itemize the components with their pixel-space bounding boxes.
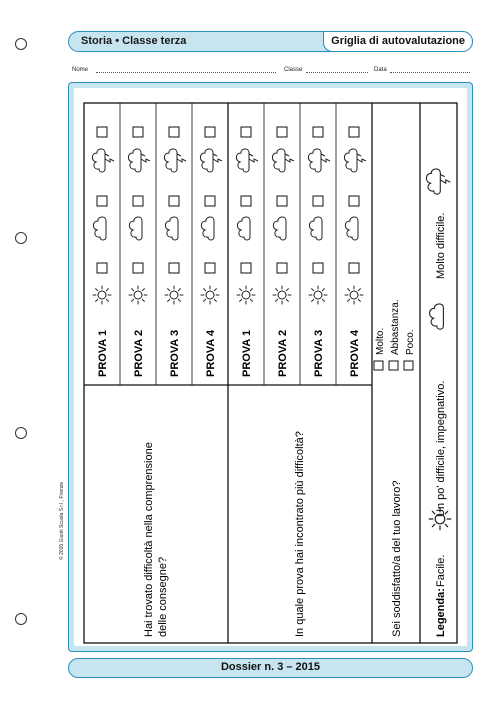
sun-icon xyxy=(273,286,291,304)
storm-cloud-icon xyxy=(200,149,222,172)
prova-label: PROVA 1 xyxy=(97,329,109,377)
cloud-icon xyxy=(309,217,322,240)
question-2-text: In quale prova hai incontrato più difficoltà? xyxy=(294,431,306,637)
cloud-checkbox[interactable] xyxy=(349,196,359,206)
storm-cloud-icon xyxy=(128,149,150,172)
prova-label: PROVA 3 xyxy=(169,329,181,377)
storm-cloud-icon xyxy=(164,149,186,172)
class-label: Classe xyxy=(284,67,303,73)
prova-label: PROVA 4 xyxy=(205,329,217,377)
cloud-icon xyxy=(93,217,106,240)
cloud-checkbox[interactable] xyxy=(313,196,323,206)
copyright-notice: © 2015 Giunti Scuola S.r.l., Firenze xyxy=(59,481,65,560)
cloud-checkbox[interactable] xyxy=(205,196,215,206)
date-label: Data xyxy=(374,67,387,73)
legend-cloud-icon xyxy=(430,304,444,329)
storm-cloud-icon xyxy=(272,149,294,172)
sun-icon xyxy=(93,286,111,304)
sun-icon xyxy=(309,286,327,304)
cloud-checkbox[interactable] xyxy=(169,196,179,206)
sun-icon xyxy=(201,286,219,304)
sun-checkbox[interactable] xyxy=(169,263,179,273)
cloud-checkbox[interactable] xyxy=(241,196,251,206)
footer-bar: Dossier n. 3 – 2015 xyxy=(68,658,473,678)
sun-icon xyxy=(165,286,183,304)
legend-medium: Un po' difficile, impegnativo. xyxy=(435,380,447,517)
question-1-line-2: delle consegne? xyxy=(157,556,169,637)
prova-label: PROVA 4 xyxy=(349,329,361,377)
name-label: Nome xyxy=(72,67,89,73)
satisfaction-question: Sei soddisfatto/a del tuo lavoro? xyxy=(391,480,403,637)
cloud-checkbox[interactable] xyxy=(133,196,143,206)
sun-checkbox[interactable] xyxy=(241,263,251,273)
option-poco: Poco. xyxy=(405,329,416,355)
sun-checkbox[interactable] xyxy=(133,263,143,273)
option-abbastanza: Abbastanza. xyxy=(390,299,401,355)
storm-cloud-checkbox[interactable] xyxy=(205,127,215,137)
storm-cloud-icon xyxy=(344,149,366,172)
cloud-checkbox[interactable] xyxy=(277,196,287,206)
cloud-icon xyxy=(201,217,214,240)
storm-cloud-icon xyxy=(236,149,258,172)
sun-checkbox[interactable] xyxy=(313,263,323,273)
cloud-icon xyxy=(237,217,250,240)
subject-label: Storia • Classe terza xyxy=(81,35,187,47)
cloud-icon xyxy=(345,217,358,240)
sun-checkbox[interactable] xyxy=(205,263,215,273)
sun-checkbox[interactable] xyxy=(277,263,287,273)
storm-cloud-checkbox[interactable] xyxy=(133,127,143,137)
legend-hard: Molto difficile. xyxy=(435,212,447,279)
storm-cloud-icon xyxy=(92,149,114,172)
cloud-icon xyxy=(165,217,178,240)
storm-cloud-checkbox[interactable] xyxy=(169,127,179,137)
storm-cloud-checkbox[interactable] xyxy=(349,127,359,137)
prova-label: PROVA 3 xyxy=(313,329,325,377)
legend-label: Legenda: xyxy=(435,588,447,637)
storm-cloud-checkbox[interactable] xyxy=(313,127,323,137)
legend-sun-icon xyxy=(429,508,451,530)
legend-easy: Facile. xyxy=(435,554,447,587)
sun-icon xyxy=(345,286,363,304)
cloud-icon xyxy=(129,217,142,240)
cloud-checkbox[interactable] xyxy=(97,196,107,206)
sun-checkbox[interactable] xyxy=(97,263,107,273)
storm-cloud-checkbox[interactable] xyxy=(241,127,251,137)
satisfaction-checkbox-molto[interactable] xyxy=(374,361,383,370)
sun-checkbox[interactable] xyxy=(349,263,359,273)
satisfaction-checkbox-poco[interactable] xyxy=(404,361,413,370)
prova-label: PROVA 2 xyxy=(133,329,145,377)
prova-label: PROVA 2 xyxy=(277,329,289,377)
storm-cloud-icon xyxy=(308,149,330,172)
option-molto: Molto. xyxy=(375,327,386,355)
sun-icon xyxy=(129,286,147,304)
legend-storm-cloud-icon xyxy=(426,169,450,194)
storm-cloud-checkbox[interactable] xyxy=(277,127,287,137)
prova-label: PROVA 1 xyxy=(241,329,253,377)
cloud-icon xyxy=(273,217,286,240)
question-1-line-1: Hai trovato difficoltà nella comprensione xyxy=(143,442,155,637)
page-title: Griglia di autovalutazione xyxy=(323,31,473,52)
satisfaction-checkbox-abbastanza[interactable] xyxy=(389,361,398,370)
storm-cloud-checkbox[interactable] xyxy=(97,127,107,137)
sun-icon xyxy=(237,286,255,304)
